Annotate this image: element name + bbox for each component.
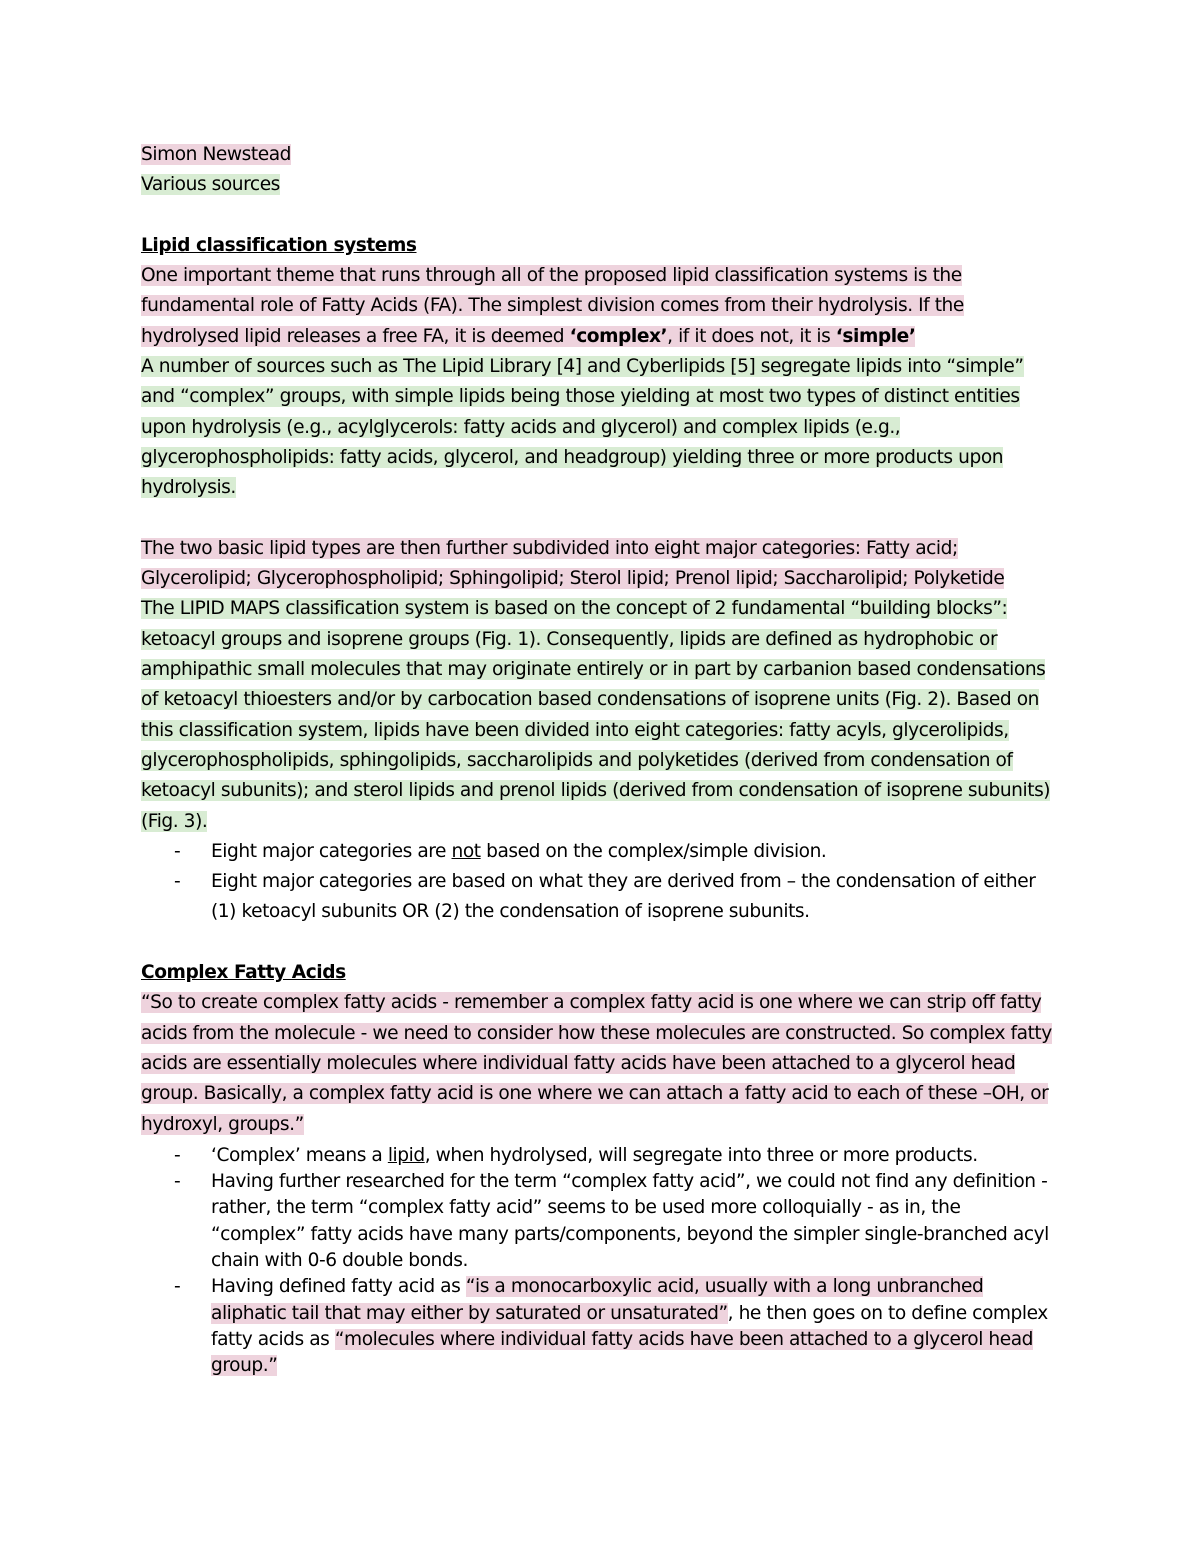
text-run: Eight major categories are bbox=[211, 840, 452, 862]
text-run: , if it does not, it is bbox=[667, 325, 836, 347]
list-item bbox=[211, 1143, 1056, 1169]
list-item bbox=[211, 837, 1056, 867]
sources-line bbox=[141, 170, 1056, 200]
spacer bbox=[141, 928, 1056, 958]
list-item bbox=[211, 1169, 1051, 1274]
highlight-pink bbox=[141, 265, 964, 347]
highlight-green: The LIPID MAPS classification system is based on the concept of 2 fundamental “building blocks”: ketoacyl groups and isoprene groups (Fig. 1). Consequently, lipids are defined as hydrophobic or amphipathic small molecules that may originate entirely or in part by carbanion based condensations of ketoacyl thioesters and/or by carbocation based condensations of isoprene units (Fig. 2). Based on this classification system, lipids have been divided into eight categories: fatty acyls, glycerolipids, glycerophospholipids, sphingolipids, saccharolipids and polyketides (derived from condensation of ketoacyl subunits); and sterol lipids and prenol lipids (derived from condensation of isoprene subunits) (Fig. 3). bbox=[141, 598, 1051, 832]
highlight-pink: “So to create complex fatty acids - remember a complex fatty acid is one where we can strip off fatty acids from the molecule - we need to consider how these molecules are constructed. So complex fatty acids are essentially molecules where individual fatty acids have been attached to a glycerol head group. Basically, a complex fatty acid is one where we can attach a fatty acid to each of these –OH, or hydroxyl, groups.” bbox=[141, 992, 1052, 1135]
highlight-pink-quote: “is a monocarboxylic acid, usually with a long unbranched aliphatic tail that may either by saturated or unsaturated” bbox=[211, 1276, 984, 1324]
text-run: , he then goes on to define complex fatty acids as bbox=[211, 1302, 1048, 1350]
text-run: Having defined fatty acid as bbox=[211, 1276, 466, 1298]
highlight-pink-quote: “molecules where individual fatty acids have been attached to a glycerol head group.” bbox=[211, 1328, 1034, 1377]
section-heading-complex-fatty-acids: Complex Fatty Acids bbox=[141, 962, 346, 984]
text-run: based on the complex/simple division. bbox=[480, 840, 827, 862]
paragraph-quote bbox=[141, 988, 1059, 1139]
spacer bbox=[141, 504, 1056, 534]
list-item bbox=[211, 1274, 1051, 1379]
paragraph-lipid-maps bbox=[141, 594, 1056, 836]
underlined-word: lipid bbox=[387, 1144, 425, 1166]
highlight-pink: The two basic lipid types are then further subdivided into eight major categories: Fatty acid; Glycerolipid; Glycerophospholipid; Sphingolipid; Sterol lipid; Prenol lipid; Saccharolipid; Polyketide bbox=[141, 537, 1005, 590]
sources-text: Various sources bbox=[141, 174, 280, 196]
highlight-green: A number of sources such as The Lipid Library [4] and Cyberlipids [5] segregate lipids into “simple” and “complex” groups, with simple lipids being those yielding at most two types of distinct entities upon hydrolysis (e.g., acylglycerols: fatty acids and glycerol) and complex lipids (e.g., glycerophospholipids: fatty acids, glycerol, and headgroup) yielding three or more products upon hydrolysis. bbox=[141, 356, 1024, 499]
author-line bbox=[141, 140, 1056, 170]
section-heading-lipid-classification: Lipid classification systems bbox=[141, 234, 417, 256]
text-run: Having further researched for the term “complex fatty acid”, we could not find any definition - rather, the term “complex fatty acid” seems to be used more colloquially - as in, the “complex” fatty acids have many parts/components, beyond the simpler single-branched acyl chain with 0-6 double bonds. bbox=[211, 1171, 1049, 1271]
term-simple: ‘simple’ bbox=[835, 325, 916, 347]
paragraph-lipid-library bbox=[141, 352, 1046, 503]
document-body bbox=[141, 140, 1056, 1379]
paragraph-hydrolysis-division bbox=[141, 261, 1056, 352]
spacer bbox=[141, 201, 1056, 231]
text-run: ‘Complex’ means a bbox=[211, 1144, 388, 1166]
underlined-word: not bbox=[451, 840, 481, 862]
term-complex: ‘complex’ bbox=[569, 325, 668, 347]
text-run: Eight major categories are based on what they are derived from – the condensation of either (1) ketoacyl subunits OR (2) the condensation of isoprene subunits. bbox=[211, 871, 1036, 923]
bullet-list-complex bbox=[141, 1143, 1056, 1380]
text-run: , when hydrolysed, will segregate into three or more products. bbox=[424, 1144, 978, 1166]
bullet-list-categories bbox=[141, 837, 1056, 928]
text-run: One important theme that runs through all of the proposed lipid classification systems is the fundamental role of Fatty Acids (FA). The simplest division comes from their hydrolysis. If the hydrolysed lipid releases a free FA, it is deemed bbox=[141, 265, 964, 347]
list-item bbox=[211, 867, 1056, 928]
paragraph-eight-categories bbox=[141, 534, 1061, 595]
author-name: Simon Newstead bbox=[141, 144, 292, 165]
